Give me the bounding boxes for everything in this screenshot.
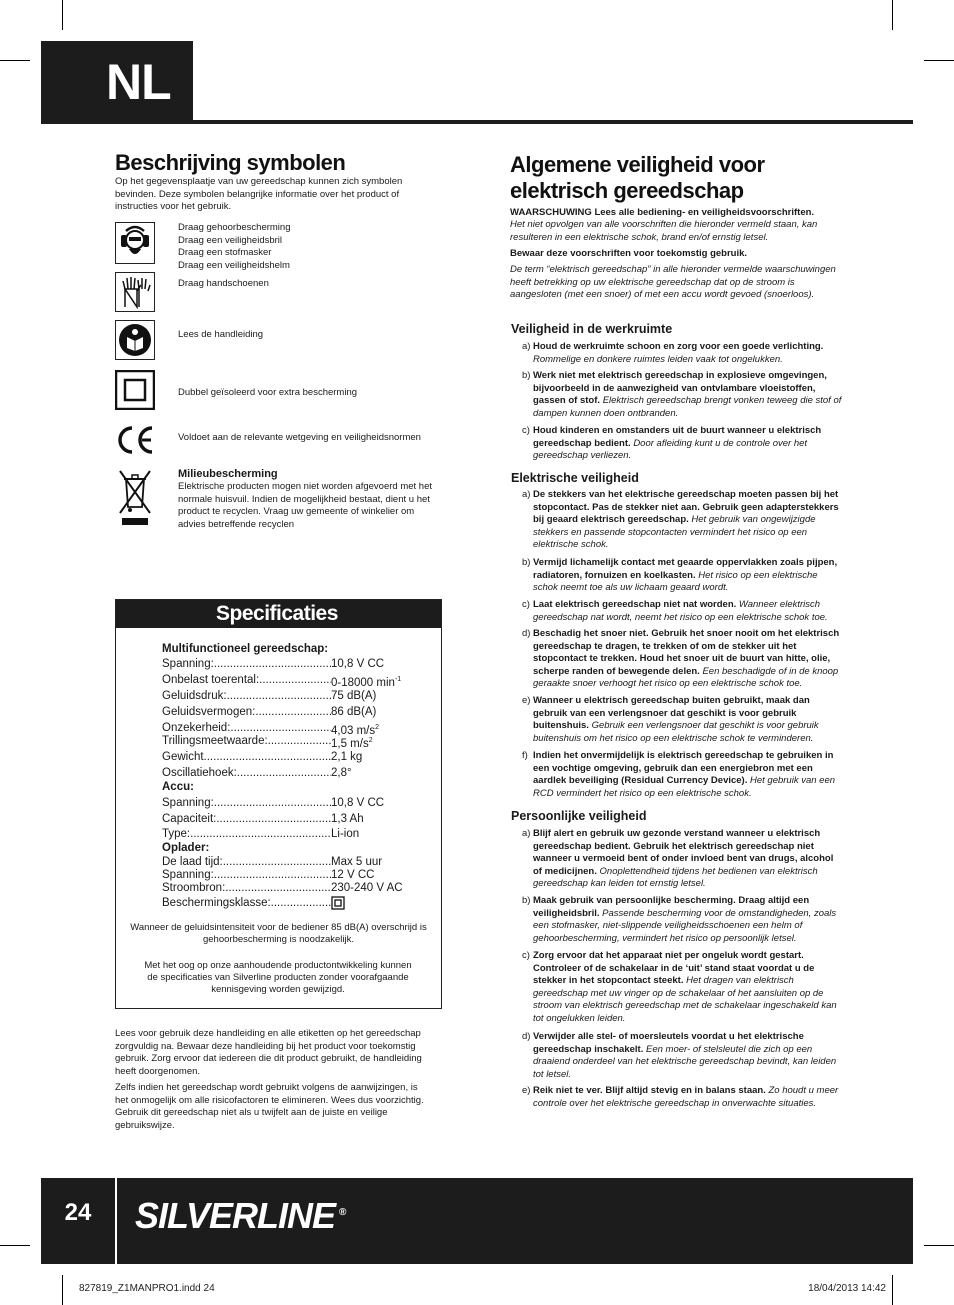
symbol-text: Draag gehoorbescherming	[178, 222, 291, 233]
brand-name: SILVERLINE	[135, 1195, 336, 1236]
gloves-icon	[115, 272, 155, 312]
symbol-text: Draag een veiligheidsbril	[178, 234, 283, 246]
list-item: c) Zorg ervoor dat het apparaat niet per ongeluk wordt gestart. Controleer of de schakelaar in de ‘uit’ stand staat voordat u de stekker in het stopcontact steekt. Het dragen van elektrisch gereedschap met uw vinger op de schakelaar of het aansluiten op de stroom van elektrisch gereedschap met de schakelaar ingeschakeld kan tot ongelukken leiden.	[522, 950, 837, 1024]
file-slug: 827819_Z1MANPRO1.indd 24	[79, 1283, 215, 1294]
spec-row: Beschermingsklasse: .....	[162, 896, 422, 914]
class-ii-icon	[331, 896, 345, 914]
term-definition: De term “elektrisch gereedschap” in alle hieronder vermelde waarschuwingen heeft betrekking op uw elektrische gereedschap dat op de stroom is aangesloten (met een snoer) of met een accu wordt gevoed (snoerloos).	[510, 264, 836, 300]
spec-category: Multifunctioneel gereedschap:	[162, 643, 329, 655]
crop-mark	[892, 0, 893, 30]
symbol-text: Lees de handleiding	[178, 329, 264, 340]
list-item: b) Werk niet met elektrisch gereedschap in explosieve omgevingen, bijvoorbeeld in de aanwezigheid van ontvlambare vloeistoffen, gassen of stof. Elektrisch gereedschap brengt vonken teweeg die stof of dampen kunnen doen ontbranden.	[522, 370, 842, 419]
crop-mark	[924, 60, 954, 61]
intro-paragraph: Zelfs indien het gereedschap wordt gebruikt volgens de aanwijzingen, is het onmogelijk om alle risicofactoren te elimineren. Wees dus voorzichtig. Gebruik dit gereedschap niet als u twijfelt aan de juiste en veilige gebruikswijze.	[115, 1082, 424, 1131]
header-rule	[41, 120, 913, 124]
crop-mark	[62, 1275, 63, 1305]
spec-row: De laad tijd: ..... Max 5 uur	[162, 855, 422, 869]
spec-note: Wanneer de geluidsintensiteit voor de bediener 85 dB(A) overschrijd is gehoorbescherming is noodzakelijk.	[130, 922, 427, 945]
ce-mark-icon	[115, 420, 155, 460]
section-title: Persoonlijke veiligheid	[511, 809, 647, 823]
symbol-text: Draag een stofmasker	[178, 247, 272, 258]
warning-heading: WAARSCHUWING Lees alle bediening- en veiligheidsvoorschriften.	[510, 207, 815, 218]
safety-gear-icon	[115, 222, 155, 264]
section-title: Elektrische veiligheid	[511, 471, 639, 485]
symbol-row	[115, 222, 291, 271]
spec-row: Spanning: ..... 12 V CC	[162, 868, 422, 882]
specifications-box	[115, 599, 442, 1009]
list-item: d) Beschadig het snoer niet. Gebruik het snoer nooit om het elektrisch gereedschap te dragen, te trekken of om de stekker uit het stopcontact te trekken. Houd het snoer uit de buurt van hitte, olie, scherpe randen of bewegende delen. Een beschadigde of in de knoop geraakte snoer verhoogt het risico op een elektrische schok toe.	[522, 628, 840, 689]
symbol-text: Dubbel geïsoleerd voor extra bescherming	[178, 387, 358, 398]
crop-mark	[0, 60, 30, 61]
spec-row: Stroombron: ..... 230-240 V AC	[162, 881, 422, 895]
symbol-text: Elektrische producten mogen niet worden afgevoerd met het normale huisvuil. Indien de mogelijkheid bestaat, dient u het product te recyclen. Vraag uw gemeente of winkelier om advies betreffende recyclen	[178, 481, 433, 530]
weee-bin-icon	[115, 468, 155, 528]
spec-row: Geluidsvermogen: ..... 86 dB(A)	[162, 705, 422, 719]
section-title: Veiligheid in de werkruimte	[511, 322, 673, 336]
list-item: a) De stekkers van het elektrische gereedschap moeten passen bij het stopcontact. Pas de stekker niet aan. Gebruik geen adapterstekkers bij geaard elektrisch gereedschap. Het gebruik van ongewijzigde stekkers en passende stopcontacten vermindert het risico op een elektrische schok.	[522, 489, 839, 550]
symbol-text: Voldoet aan de relevante wetgeving en veiligheidsnormen	[178, 432, 421, 443]
list-item: a) Blijf alert en gebruik uw gezonde verstand wanneer u elektrisch gereedschap bedient. Gebruik het elektrisch gereedschap niet wanneer u vermoeid bent of onder invloed bent van drugs, alcohol of medicijnen. Onoplettendheid tijdens het bedienen van elektrisch gereedschap kan leiden tot ernstig letsel.	[522, 828, 834, 889]
silverline-logo	[135, 1190, 345, 1239]
spec-category: Accu:	[162, 781, 194, 793]
spec-row: Spanning: ..... 10,8 V CC	[162, 657, 422, 671]
spec-row: Type: ..... Li-ion	[162, 827, 422, 841]
symbol-row	[115, 468, 433, 530]
spec-row: Spanning: ..... 10,8 V CC	[162, 796, 422, 810]
list-item: c) Laat elektrisch gereedschap niet nat worden. Wanneer elektrisch gereedschap nat wordt, neemt het risico op een elektrische schok toe.	[522, 599, 828, 623]
symbol-title: Milieubescherming	[178, 468, 278, 480]
crop-mark	[0, 1245, 30, 1246]
symbol-row	[115, 320, 264, 360]
spec-row: Onzekerheid: ..... 4,03 $m/s^2$	[162, 721, 422, 738]
crop-mark	[892, 1275, 893, 1305]
symbol-text: Draag handschoenen	[178, 278, 269, 289]
symbols-intro: Op het gegevensplaatje van uw gereedschap kunnen zich symbolen bevinden. Deze symbolen belangrijke informatie over het product of instructies voor het gebruik.	[115, 176, 403, 212]
symbol-row	[115, 370, 358, 410]
language-tab: NL	[41, 41, 193, 123]
list-item: b) Maak gebruik van persoonlijke bescherming. Draag altijd een veiligheidsbril. Passende bescherming voor de omstandigheden, zoals een stofmasker, niet-slippende veiligheidsschoenen een helm of gehoorbescherming, vermindert het risico op persoonlijk letsel.	[522, 895, 837, 944]
symbol-text: Draag een veiligheidshelm	[178, 259, 290, 271]
safety-title: Algemene veiligheid voor elektrisch gereedschap	[510, 152, 765, 203]
crop-mark	[62, 0, 63, 30]
specifications-title: Specificaties	[116, 600, 441, 628]
list-item: c) Houd kinderen en omstanders uit de buurt wanneer u elektrisch gereedschap bedient. Door afleiding kunt u de controle over het gereedschap verliezen.	[522, 425, 822, 461]
intro-paragraph: Lees voor gebruik deze handleiding en alle etiketten op het gereedschap zorgvuldig na. Bewaar deze handleiding bij het product voor toekomstig gebruik. Zorg ervoor dat iedereen die dit product gebruikt, de handleiding heeft doorgenomen.	[115, 1028, 422, 1077]
spec-note: Met het oog op onze aanhoudende productontwikkeling kunnen de specificaties van Silverline producten zonder voorafgaande kennisgeving worden gewijzigd.	[144, 960, 412, 995]
symbols-title: Beschrijving symbolen	[115, 150, 346, 175]
list-item: e) Reik niet te ver. Blijf altijd stevig en in balans staan. Zo houdt u meer controle over het elektrische gereedschap in onverwachte situaties.	[522, 1085, 839, 1109]
spec-row: Geluidsdruk: ..... 75 dB(A)	[162, 689, 422, 703]
list-item: e) Wanneer u elektrisch gereedschap buiten gebruikt, maak dan gebruik van een verlengsnoer dat geschikt is voor gebruik buitenshuis. Gebruik een verlengsnoer dat geschikt is voor gebruik buitenshuis om het risico op een elektrische schok te verminderen.	[522, 695, 819, 744]
keep-instructions: Bewaar deze voorschriften voor toekomstig gebruik.	[510, 248, 748, 259]
spec-row: Oscillatiehoek: ..... 2,8°	[162, 766, 422, 780]
manual-icon	[115, 320, 155, 360]
crop-mark	[924, 1245, 954, 1246]
footer-divider	[115, 1178, 117, 1264]
spec-row: Capaciteit: ..... 1,3 Ah	[162, 812, 422, 826]
list-item: b) Vermijd lichamelijk contact met geaarde oppervlakken zoals pijpen, radiatoren, fornuizen en koelkasten. Het risico op een elektrische schok neemt toe als uw lichaam geaard wordt.	[522, 557, 838, 593]
page-number: 24	[64, 1199, 92, 1226]
spec-row: Gewicht ..... 2,1 kg	[162, 750, 422, 764]
spec-row: Onbelast toerental: ..... 0-18000 $\min^{-1}$	[162, 673, 422, 690]
list-item: f) Indien het onvermijdelijk is elektrisch gereedschap te gebruiken in een vochtige omgeving, gebruik dan een energiebron met een aardlek beveiliging (Residual Currency Device). Het gebruik van een RCD vermindert het risico op een elektrische schok.	[522, 750, 836, 799]
spec-row: Trillingsmeetwaarde: ..... 1,5 $m/s^2$	[162, 734, 422, 751]
registered-mark: ®	[339, 1207, 346, 1218]
symbol-row	[115, 420, 421, 460]
date-slug: 18/04/2013 14:42	[808, 1283, 886, 1294]
spec-category: Oplader:	[162, 842, 210, 854]
list-item: d) Verwijder alle stel- of moersleutels voordat u het elektrische gereedschap inschakelt. Een moer- of stelsleutel die zich op een draaiend onderdeel van het elektrische gereedschap bevindt, kan leiden tot letsel.	[522, 1031, 837, 1080]
warning-text: Het niet opvolgen van alle voorschriften die hieronder vermeld staan, kan resulteren in een elektrische schok, brand en/of ernstig letsel.	[510, 219, 818, 243]
symbol-row	[115, 272, 269, 312]
list-item: a) Houd de werkruimte schoon en zorg voor een goede verlichting. Rommelige en donkere ruimtes leiden vaak tot ongelukken.	[522, 341, 824, 365]
double-insulation-icon	[115, 370, 155, 410]
